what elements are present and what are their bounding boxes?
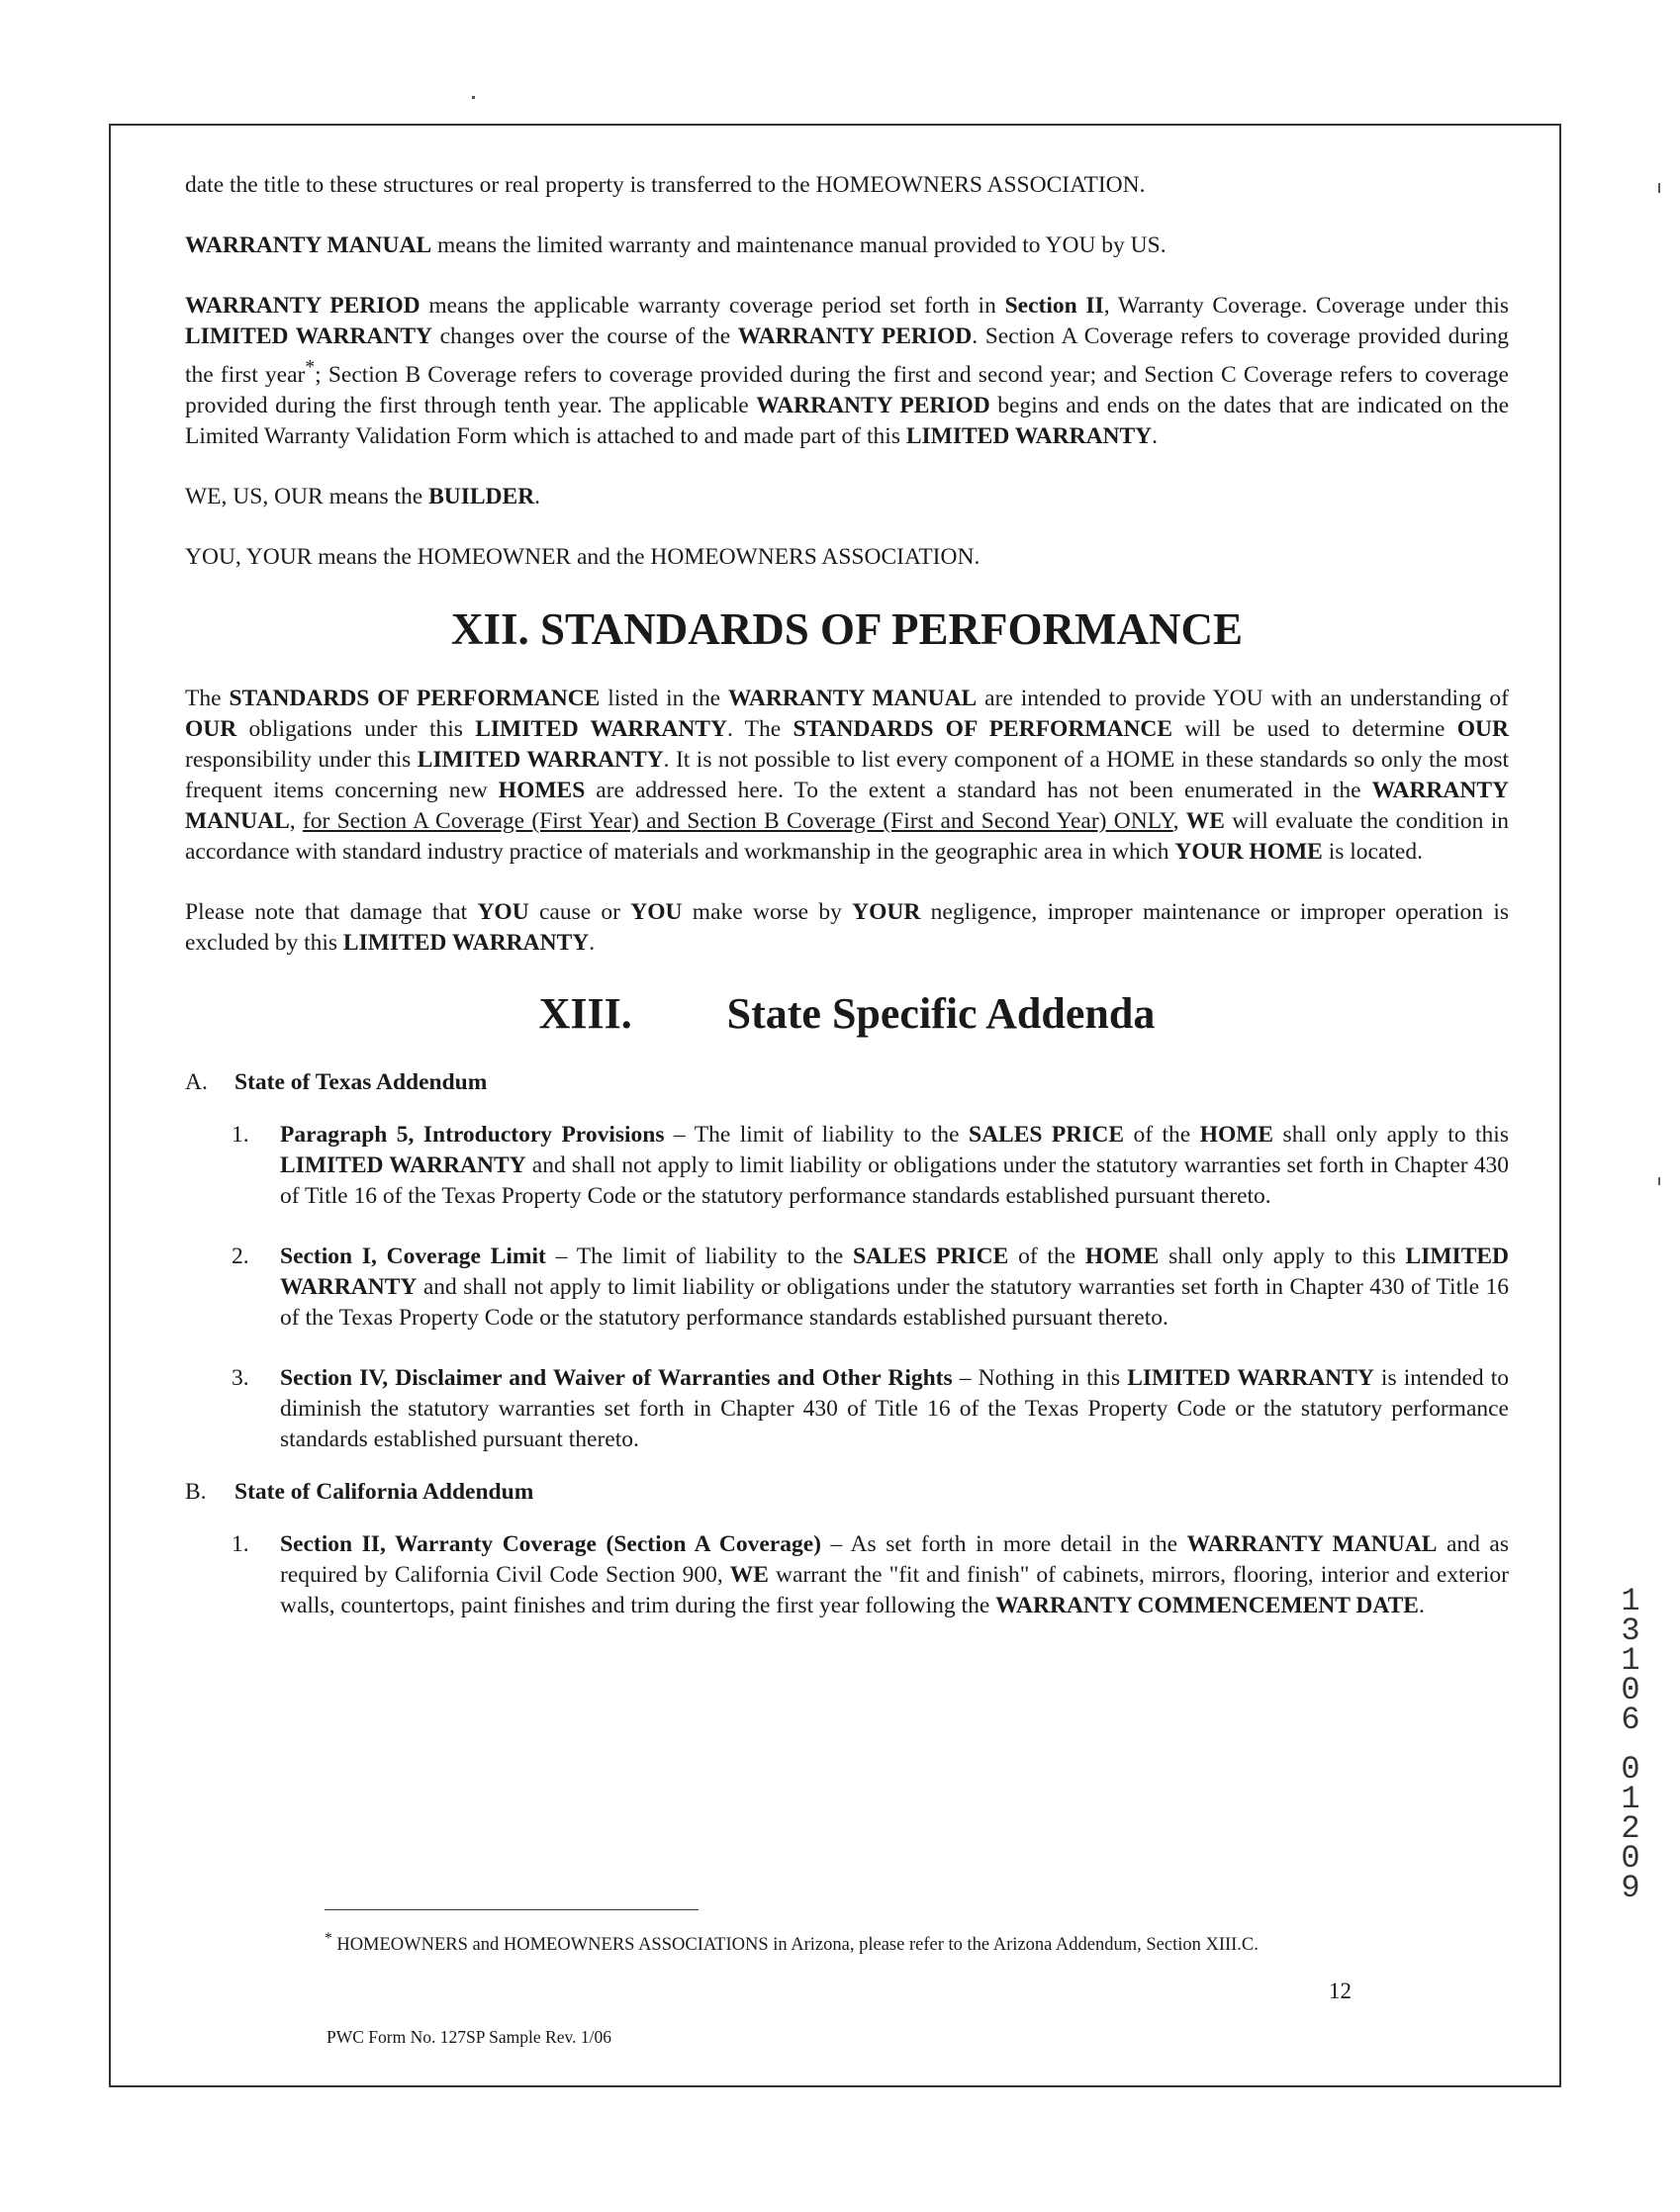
california-addendum-heading: B. State of California Addendum <box>185 1478 534 1505</box>
stamp-digit: 2 <box>1621 1810 1640 1847</box>
texas-addendum-heading: A. State of Texas Addendum <box>185 1068 488 1095</box>
footnote-mark: * <box>305 357 316 378</box>
stamp-digit: 0 <box>1621 1840 1640 1877</box>
section-xii-paragraph-1: The STANDARDS OF PERFORMANCE listed in the WARRANTY MANUAL are intended to provide YOU with an understanding of OUR obligations under this LIMITED WARRANTY. The STANDARDS OF PERFORMANCE will be used to determine OUR responsibility under this LIMITED WARRANTY. It is not possible to list every component of a HOME in these standards so only the most frequent items concerning new HOMES are addressed here. To the extent a standard has not been enumerated in the WARRANTY MANUAL, for Section A Coverage (First Year) and Section B Coverage (First and Second Year) ONLY, WE will evaluate the condition in accordance with standard industry practice of materials and workmanship in the geographic area in which YOUR HOME is located. <box>185 685 1509 865</box>
document-body <box>185 170 1509 1651</box>
footnote: * HOMEOWNERS and HOMEOWNERS ASSOCIATIONS in Arizona, please refer to the Arizona Addendum, Section XIII.C. <box>325 1930 1259 1956</box>
stamp-digit: 1 <box>1621 1583 1640 1619</box>
paragraph-title-continuation: date the title to these structures or real property is transferred to the HOMEOWNERS ASSOCIATION. <box>185 172 1146 198</box>
stamp-digit: 6 <box>1621 1702 1640 1738</box>
stamp-digit: 0 <box>1621 1672 1640 1708</box>
page-number: 12 <box>1329 1979 1352 2003</box>
bates-stamp <box>1611 1583 1650 1906</box>
stamp-digit: 9 <box>1621 1870 1640 1906</box>
definition-we-us-our: WE, US, OUR means the BUILDER. <box>185 483 541 509</box>
stamp-digit: 1 <box>1621 1642 1640 1679</box>
stamp-digit: 1 <box>1621 1781 1640 1817</box>
section-xii-paragraph-2: Please note that damage that YOU cause or YOU make worse by YOUR negligence, improper maintenance or improper operation is excluded by this LIMITED WARRANTY. <box>185 898 1510 956</box>
scan-mark <box>472 96 475 99</box>
definition-warranty-manual: WARRANTY MANUAL means the limited warranty and maintenance manual provided to YOU by US. <box>185 232 1167 258</box>
form-number: PWC Form No. 127SP Sample Rev. 1/06 <box>327 2027 611 2047</box>
definition-you-your: YOU, YOUR means the HOMEOWNER and the HOMEOWNERS ASSOCIATION. <box>185 543 980 570</box>
section-xiii-title: State Specific Addenda <box>726 988 1156 1038</box>
list-item: 2. Section I, Coverage Limit – The limit of liability to the SALES PRICE of the HOME shall only apply to this LIMITED WARRANTY and shall not apply to limit liability or obligations under the statutory warranties set forth in Chapter 430 of Title 16 of the Texas Property Code or the statutory performance standards established pursuant thereto. <box>232 1243 1510 1331</box>
section-xiii-heading <box>185 988 1509 1040</box>
list-item: 1. Paragraph 5, Introductory Provisions – The limit of liability to the SALES PRICE of the HOME shall only apply to this LIMITED WARRANTY and shall not apply to limit liability or obligations under the statutory warranties set forth in Chapter 430 of Title 16 of the Texas Property Code or the statutory performance standards established pursuant thereto. <box>232 1121 1510 1209</box>
definition-warranty-period: WARRANTY PERIOD means the applicable warranty coverage period set forth in Section II, Warranty Coverage. Coverage under this LIMITED WARRANTY changes over the course of the WARRANTY PERIOD. Section A Coverage refers to coverage provided during the first year*; Section B Coverage refers to coverage provided during the first and second year; and Section C Coverage refers to coverage provided during the first through tenth year. The applicable WARRANTY PERIOD begins and ends on the dates that are indicated on the Limited Warranty Validation Form which is attached to and made part of this LIMITED WARRANTY. <box>185 293 1510 449</box>
list-item: 1. Section II, Warranty Coverage (Section A Coverage) – As set forth in more detail in the WARRANTY MANUAL and as required by California Civil Code Section 900, WE warrant the "fit and finish" of cabinets, mirrors, flooring, interior and exterior walls, countertops, paint finishes and trim during the first year following the WARRANTY COMMENCEMENT DATE. <box>232 1530 1509 1618</box>
section-xiii-number: XIII. <box>538 988 632 1038</box>
stamp-digit: 3 <box>1621 1613 1640 1649</box>
underlined-coverage-clause: for Section A Coverage (First Year) and Section B Coverage (First and Second Year) ONLY <box>302 807 1173 834</box>
section-xii-heading: XII. STANDARDS OF PERFORMANCE <box>450 603 1244 654</box>
stamp-digit: 0 <box>1621 1751 1640 1788</box>
scan-mark <box>1658 1177 1660 1185</box>
scan-mark <box>1658 183 1660 193</box>
footnote-divider <box>325 1909 699 1910</box>
list-item: 3. Section IV, Disclaimer and Waiver of Warranties and Other Rights – Nothing in this LIMITED WARRANTY is intended to diminish the statutory warranties set forth in Chapter 430 of Title 16 of the Texas Property Code or the statutory performance standards established pursuant thereto. <box>232 1364 1510 1452</box>
